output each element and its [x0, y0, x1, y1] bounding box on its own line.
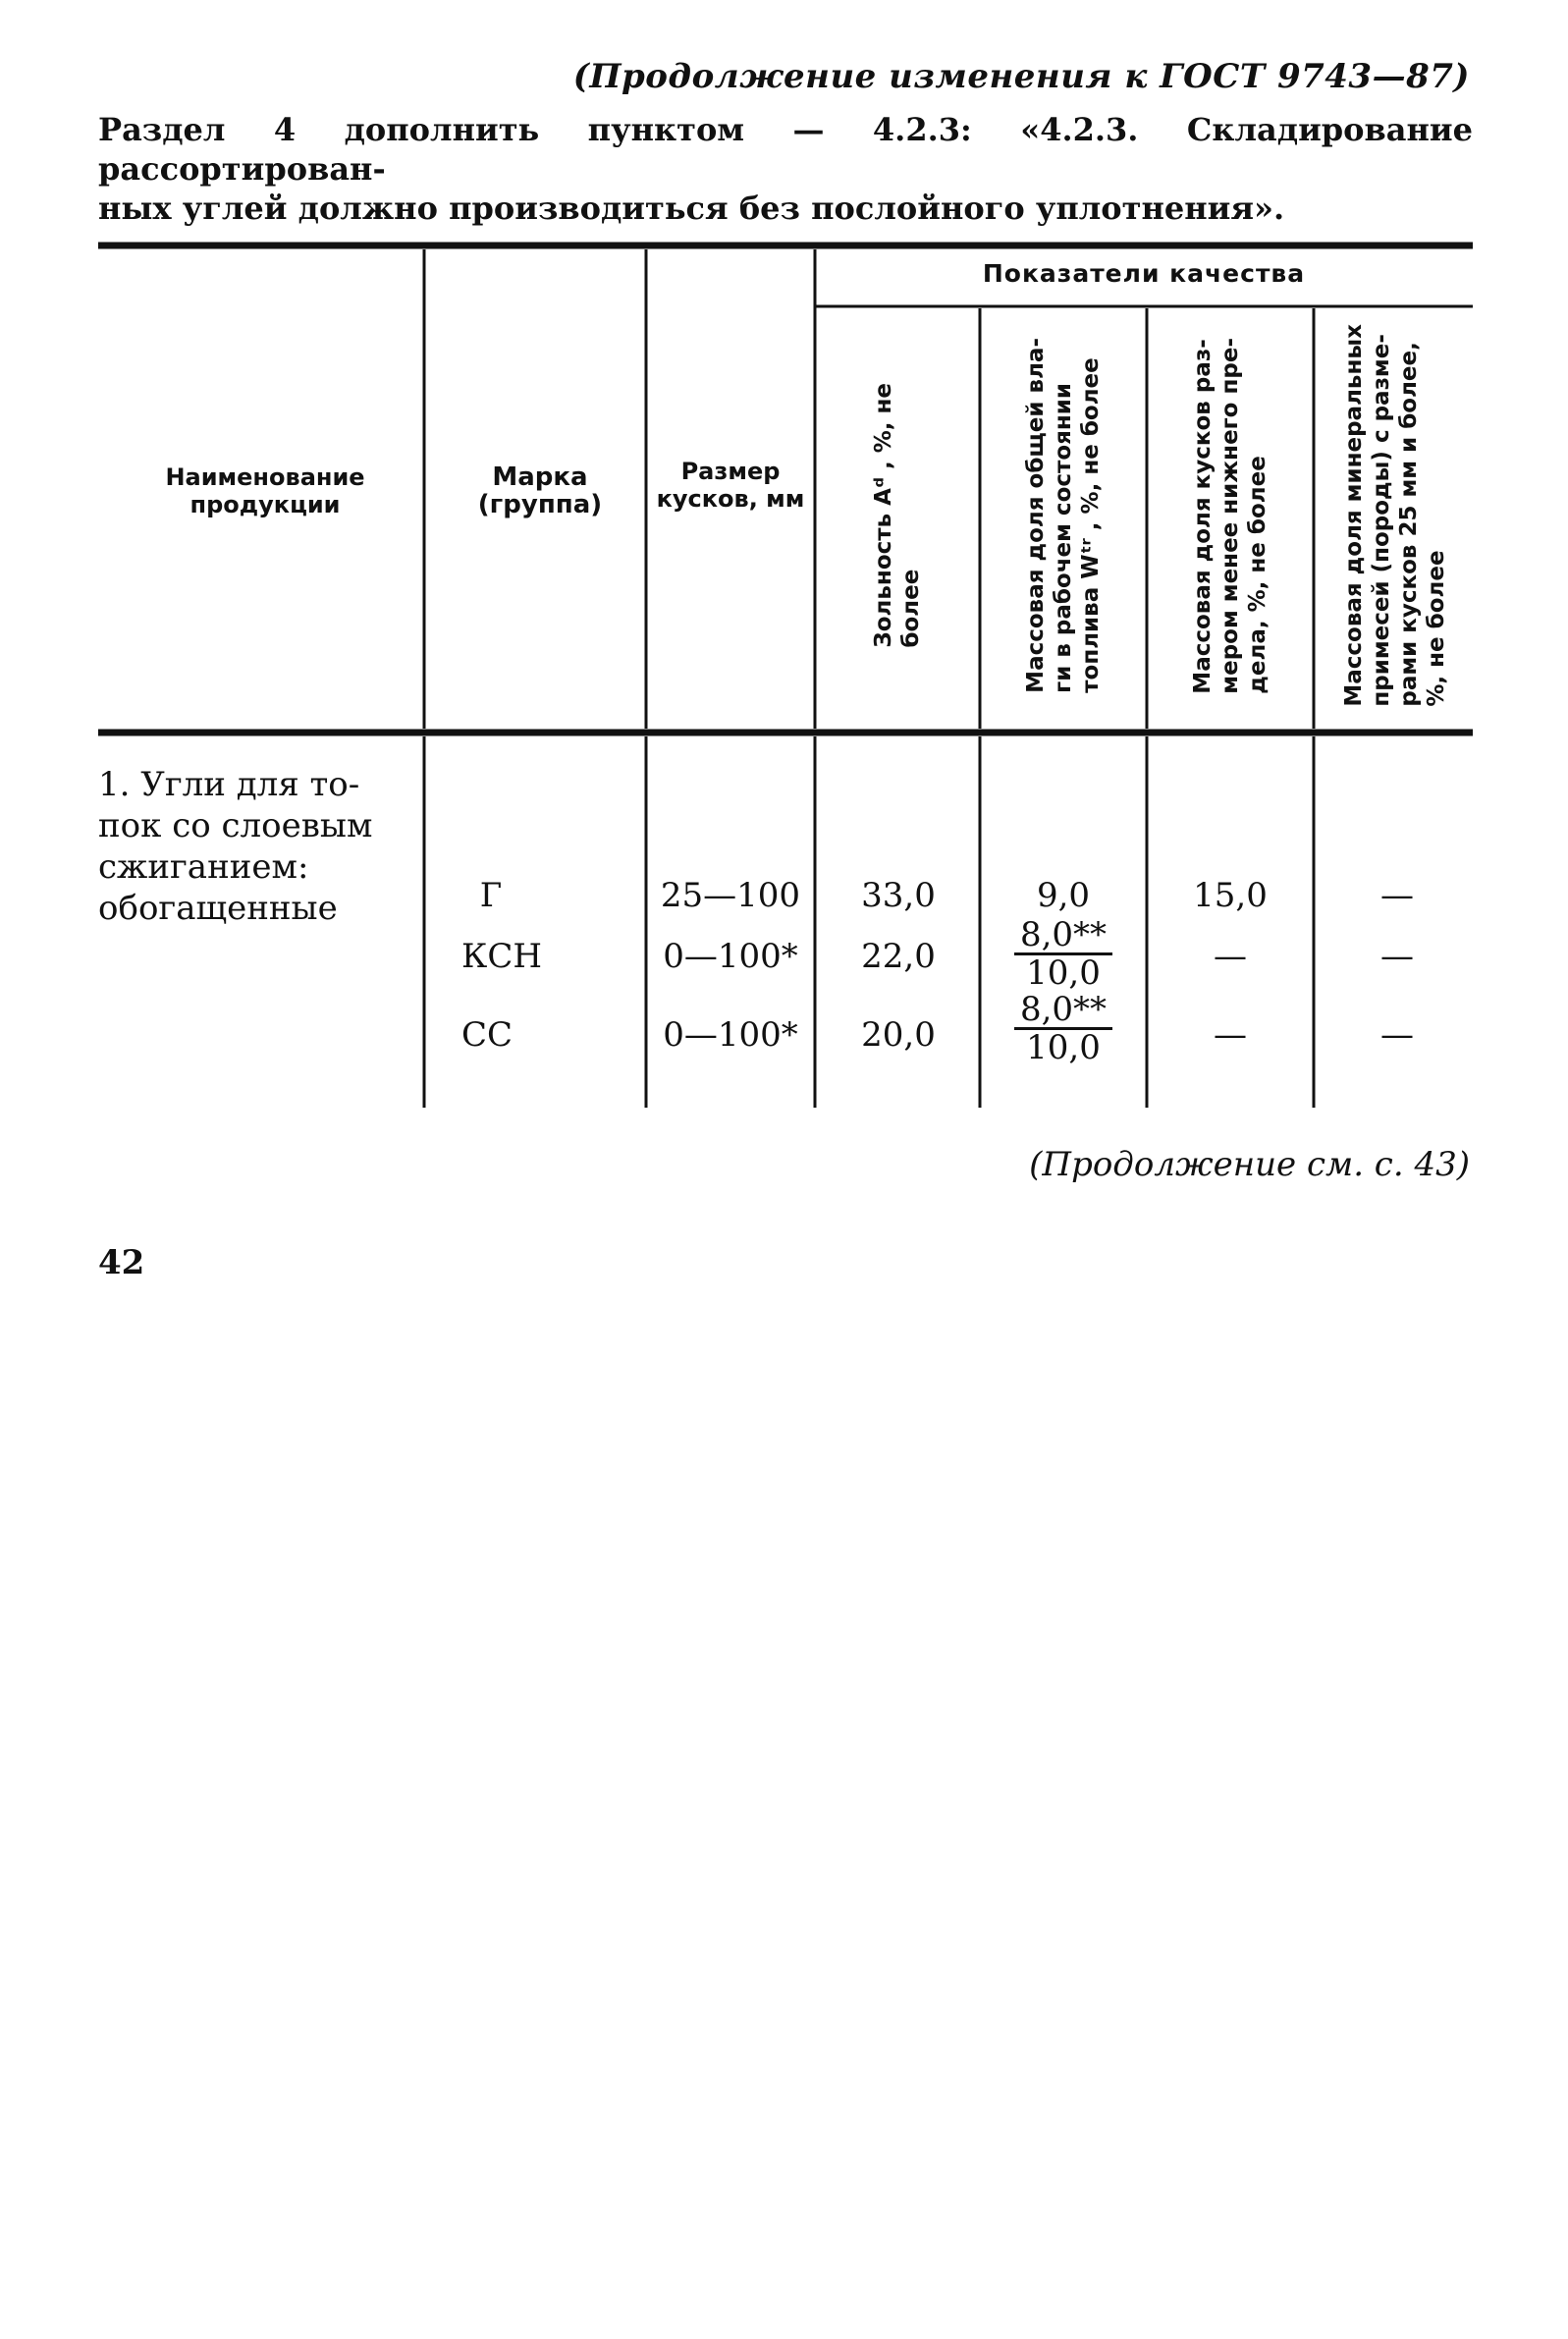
header-size: Размер кусков, мм	[656, 458, 805, 513]
header-moisture	[984, 312, 1143, 719]
table-row-3-impurities: —	[1380, 1015, 1414, 1055]
table-row-3-lumps: —	[1214, 1015, 1247, 1055]
table-row-1-moisture: 9,0	[1036, 876, 1091, 915]
table-row-2-impurities: —	[1380, 937, 1414, 976]
header-product-name: Наименование продукции	[165, 463, 365, 518]
table-row-2-moisture-den: 10,0	[1026, 953, 1101, 993]
table-row-2-mark: КСН	[461, 937, 542, 976]
table-row-2-ash: 22,0	[861, 937, 936, 976]
header-mark: Марка (группа)	[477, 462, 603, 519]
header-quality-indicators: Показатели качества	[982, 259, 1306, 288]
table-row-3-ash: 20,0	[861, 1015, 936, 1055]
table-row-1-impurities: —	[1380, 876, 1414, 915]
page-number: 42	[98, 1243, 145, 1282]
intro-line-1: Раздел 4 дополнить пунктом — 4.2.3: «4.2.3. Складирование рассортирован-	[98, 111, 1473, 188]
intro-line-2: ных углей должно производиться без послойного уплотнения».	[98, 190, 1285, 227]
row-product-name-text: 1. Угли для то- пок со слоевым сжиганием: обогащенные	[98, 765, 373, 928]
row-product-name	[98, 764, 412, 929]
header-lumps-text: Массовая доля кусков раз- мером менее нижнего пре- дела, %, не более	[1190, 337, 1271, 694]
header-lumps	[1151, 312, 1310, 719]
table-row-1-mark: Г	[479, 876, 503, 915]
table-row-2-moisture-num: 8,0**	[1014, 917, 1112, 955]
table-row-1-lumps: 15,0	[1193, 876, 1268, 915]
table-row-2-moisture-fraction	[1014, 917, 1112, 991]
table-row-2-size: 0—100*	[663, 937, 798, 976]
table-row-2-lumps: —	[1214, 937, 1247, 976]
table-row-3-size: 0—100*	[663, 1015, 798, 1055]
header-moisture-text: Массовая доля общей вла- ги в рабочем состоянии топлива Wᵗʳ , %, не более	[1023, 338, 1104, 693]
continuation-footer: (Продолжение см. с. 43)	[1029, 1145, 1470, 1184]
header-ash	[819, 312, 976, 719]
header-impurities-text: Массовая доля минеральных примесей (породы) с разме- рами кусков 25 мм и более, %, не более	[1341, 324, 1449, 707]
table-row-1-size: 25—100	[660, 876, 801, 915]
table-row-1-ash: 33,0	[861, 876, 936, 915]
table-row-3-mark: СС	[461, 1015, 514, 1055]
table-row-3-moisture-fraction	[1014, 992, 1112, 1065]
table-row-3-moisture-den: 10,0	[1026, 1028, 1101, 1067]
table-row-3-moisture	[990, 992, 1137, 1067]
table-row-2-moisture	[990, 917, 1137, 993]
continuation-header: (Продолжение изменения к ГОСТ 9743—87)	[572, 57, 1470, 96]
header-ash-text: Зольность Aᵈ , %, не более	[871, 383, 924, 648]
header-impurities	[1318, 312, 1473, 719]
table-row-3-moisture-num: 8,0**	[1014, 992, 1112, 1030]
